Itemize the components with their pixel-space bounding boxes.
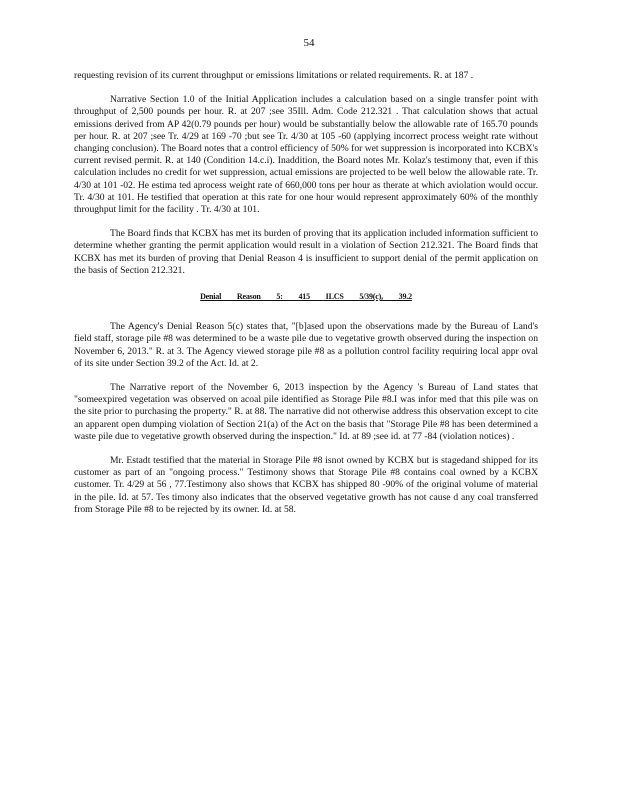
- paragraph-narrative-calculation: Narrative Section 1.0 of the Initial Application includes a calculation based on a single transfer point with throughput of 2,500 pounds per hour. R. at 207 ;see 35Ill. Adm. Code 212.321 . That calculation shows that actual emissions derived from AP 42(0.79 pounds per hour) would be substantially below the allowable rate of 165.70 pounds per hour. R. at 207 ;see Tr. 4/29 at 169 -70 ;but see Tr. 4/30 at 105 -60 (applying incorrect process weight rate without changing conclusion). The Board notes that a control efficiency of 50% for wet suppression is incorporated into KCBX's current revised permit. R. at 140 (Condition 14.c.i). Inaddition, the Board notes Mr. Kolaz's testimony that, even if this calculation includes no credit for wet suppression, actual emissions are projected to be well below the allowable rate. Tr. 4/30 at 101 -02. He estima ted aprocess weight rate of 660,000 tons per hour as therate at which aviolation would occur. Tr. 4/30 at 101. He testified that operation at this rate for one hour would represent approximately 60% of the monthly throughput limit for the facility . Tr. 4/30 at 101.: [74, 94, 538, 216]
- paragraph-board-finding: The Board finds that KCBX has met its burden of proving that its application included information sufficient to determine whether granting the permit application would result in a violation of Section 212.321. The Board finds that KCBX has met its burden of proving that Denial Reason 4 is insufficient to support denial of the permit application on the basis of Section 212.321.: [74, 228, 538, 276]
- paragraph-estadt-testimony: Mr. Estadt testified that the material in Storage Pile #8 isnot owned by KCBX but is stagedand shipped for its customer as part of an "ongoing process." Testimony shows that Storage Pile #8 contains coal owned by a KCBX customer. Tr. 4/29 at 56 , 77.Testimony also shows that KCBX has shipped 80 -90% of the original volume of material in the pile. Id. at 57. Tes timony also indicates that the observed vegetative growth has not cause d any coal transferred from Storage Pile #8 to be rejected by its owner. Id. at 58.: [74, 455, 538, 515]
- page-number: 54: [303, 37, 315, 49]
- section-heading: Denial Reason 5: 415 ILCS 5/39(c), 39.2: [200, 292, 412, 302]
- document-body: [74, 70, 538, 528]
- paragraph-inspection-report: The Narrative report of the November 6, 2013 inspection by the Agency 's Bureau of Land states that "someexpired vegetation was observed on acoal pile identified as Storage Pile #8.I was infor med that this pile was on the site prior to purchasing the property." R. at 88. The narrative did not otherwise address this observation except to cite an apparent open dumping violation of Section 21(a) of the Act on the basis that "Storage Pile #8 has been determined a waste pile due to vegetative growth observed during the inspection." Id. at 89 ;see id. at 77 -84 (violation notices) .: [74, 382, 538, 442]
- paragraph-denial-reason-5c: The Agency's Denial Reason 5(c) states that, "[b]ased upon the observations made by the Bureau of Land's field staff, storage pile #8 was determined to be a waste pile due to vegetative growth observed during the inspection on November 6, 2013." R. at 3. The Agency viewed storage pile #8 as a pollution control facility requiring local appr oval of its site under Section 39.2 of the Act. Id. at 2.: [74, 321, 538, 369]
- paragraph-continuation: requesting revision of its current throughput or emissions limitations or related requirements. R. at 187 .: [74, 70, 474, 81]
